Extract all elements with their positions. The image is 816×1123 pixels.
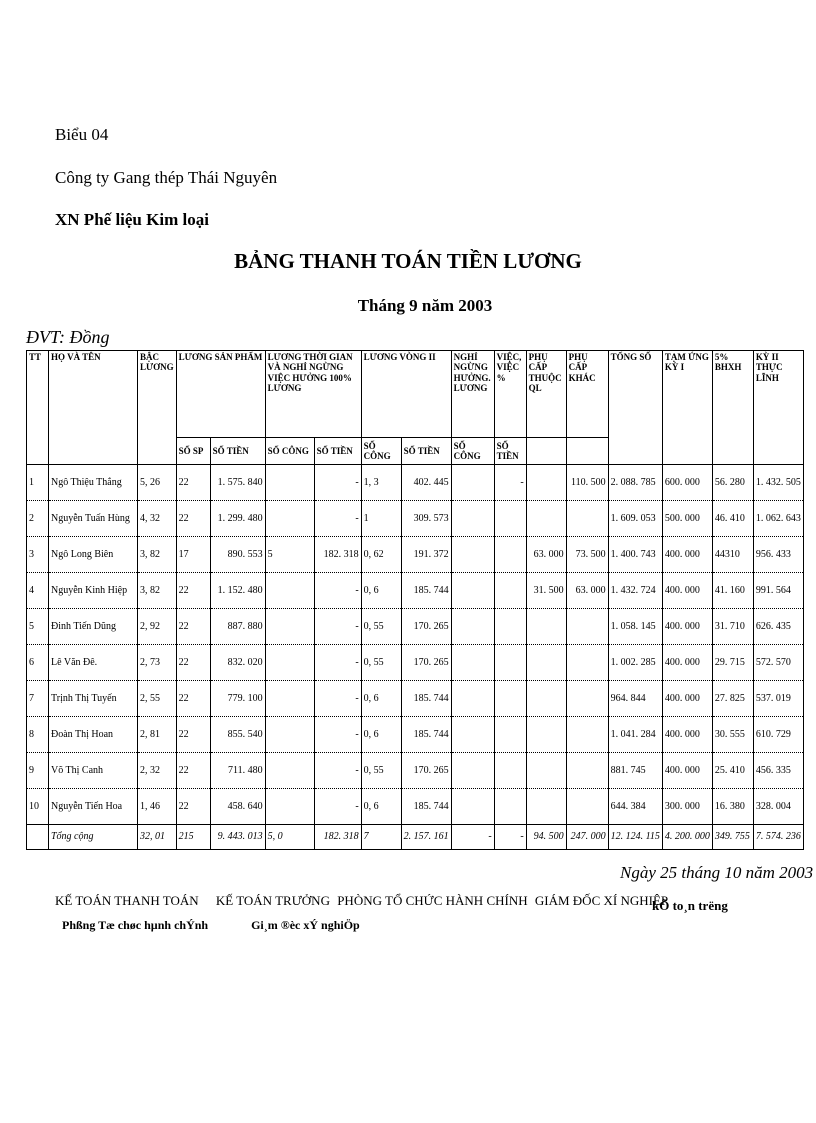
table-row	[27, 501, 804, 537]
table-cell: -	[314, 681, 361, 717]
table-cell	[494, 789, 526, 825]
table-cell	[494, 681, 526, 717]
table-cell: 73. 500	[566, 537, 608, 573]
table-cell	[526, 465, 566, 501]
subheader-stop-amount: SỐ TIỀN	[494, 438, 526, 465]
table-cell: 400. 000	[662, 717, 712, 753]
table-cell	[526, 501, 566, 537]
form-code: Biểu 04	[55, 125, 109, 144]
table-cell: 5	[265, 537, 314, 573]
table-cell: 400. 000	[662, 681, 712, 717]
table-row	[27, 789, 804, 825]
table-cell	[494, 609, 526, 645]
table-cell	[451, 753, 494, 789]
table-cell	[451, 789, 494, 825]
table-cell: 1, 3	[361, 465, 401, 501]
table-cell: 4. 200. 000	[662, 825, 712, 850]
header-row	[27, 351, 804, 438]
table-cell: 5, 0	[265, 825, 314, 850]
table-cell	[265, 789, 314, 825]
table-cell: 25. 410	[712, 753, 753, 789]
header-tt: TT	[27, 351, 49, 465]
table-cell: 22	[176, 717, 210, 753]
table-cell: -	[314, 753, 361, 789]
header-product-salary: LƯƠNG SẢN PHẨM	[176, 351, 265, 438]
table-cell: 779. 100	[210, 681, 265, 717]
header-grade: BẬC LƯƠNG	[138, 351, 177, 465]
table-cell: 0, 6	[361, 573, 401, 609]
subheader-product-amount: SỐ TIỀN	[210, 438, 265, 465]
department-name: XN Phế liệu Kim loại	[55, 210, 209, 229]
table-cell: 1. 002. 285	[608, 645, 662, 681]
header-stop-work: NGHỈ NGỪNG HƯỞNG. LƯƠNG	[451, 351, 494, 438]
table-cell: 2, 55	[138, 681, 177, 717]
table-cell: 4	[27, 573, 49, 609]
table-cell: 7	[27, 681, 49, 717]
table-cell	[526, 609, 566, 645]
table-cell: 881. 745	[608, 753, 662, 789]
table-cell: 7. 574. 236	[753, 825, 803, 850]
table-cell: 832. 020	[210, 645, 265, 681]
table-cell	[451, 681, 494, 717]
table-cell: 500. 000	[662, 501, 712, 537]
sig-right-garbled: kÕ to¸n trëng	[652, 898, 728, 913]
table-cell: 41. 160	[712, 573, 753, 609]
table-cell: 1. 299. 480	[210, 501, 265, 537]
table-cell: 22	[176, 789, 210, 825]
table-cell	[566, 789, 608, 825]
table-cell: 110. 500	[566, 465, 608, 501]
table-cell	[451, 609, 494, 645]
table-row	[27, 573, 804, 609]
table-cell	[566, 717, 608, 753]
table-cell: 572. 570	[753, 645, 803, 681]
table-cell: 22	[176, 645, 210, 681]
table-cell: 16. 380	[712, 789, 753, 825]
table-cell: 300. 000	[662, 789, 712, 825]
table-row	[27, 465, 804, 501]
table-cell: 600. 000	[662, 465, 712, 501]
table-cell: 956. 433	[753, 537, 803, 573]
table-cell: 22	[176, 681, 210, 717]
table-cell: 964. 844	[608, 681, 662, 717]
table-cell	[265, 609, 314, 645]
table-cell: 0, 6	[361, 681, 401, 717]
header-stop-pct: VIỆC, VIỆC %	[494, 351, 526, 438]
table-cell: 22	[176, 609, 210, 645]
table-cell: 170. 265	[401, 609, 451, 645]
payroll-table	[26, 350, 804, 850]
table-cell: 855. 540	[210, 717, 265, 753]
table-cell: Nguyễn Kinh Hiệp	[49, 573, 138, 609]
table-cell: 22	[176, 501, 210, 537]
subheader-round2-amount: SỐ TIỀN	[401, 438, 451, 465]
signature-titles	[55, 893, 682, 909]
table-cell: 1, 46	[138, 789, 177, 825]
table-cell: 22	[176, 573, 210, 609]
header-net: KỲ II THỰC LĨNH	[753, 351, 803, 465]
table-cell: 56. 280	[712, 465, 753, 501]
table-cell	[526, 681, 566, 717]
table-cell	[566, 753, 608, 789]
table-cell: 182. 318	[314, 825, 361, 850]
table-cell: 0, 6	[361, 717, 401, 753]
table-cell	[451, 717, 494, 753]
table-cell	[494, 501, 526, 537]
table-row	[27, 537, 804, 573]
table-cell: 400. 000	[662, 609, 712, 645]
table-cell: 1. 609. 053	[608, 501, 662, 537]
document-title: BẢNG THANH TOÁN TIỀN LƯƠNG	[234, 249, 582, 273]
table-cell: 400. 000	[662, 645, 712, 681]
table-cell	[526, 717, 566, 753]
table-cell: 0, 55	[361, 645, 401, 681]
table-cell: 31. 710	[712, 609, 753, 645]
table-cell: 7	[361, 825, 401, 850]
table-cell	[265, 573, 314, 609]
subheader-time-days: SỐ CÔNG	[265, 438, 314, 465]
table-cell: 1. 062. 643	[753, 501, 803, 537]
table-cell: 94. 500	[526, 825, 566, 850]
table-cell	[451, 573, 494, 609]
table-cell: 1. 058. 145	[608, 609, 662, 645]
table-cell: 170. 265	[401, 753, 451, 789]
table-cell: 191. 372	[401, 537, 451, 573]
table-cell	[265, 681, 314, 717]
table-cell: 9. 443. 013	[210, 825, 265, 850]
table-cell	[494, 573, 526, 609]
table-cell	[526, 753, 566, 789]
table-cell: 30. 555	[712, 717, 753, 753]
table-cell: -	[314, 645, 361, 681]
table-cell: 1. 400. 743	[608, 537, 662, 573]
table-cell: 309. 573	[401, 501, 451, 537]
sig-director: GIÁM ĐỐC XÍ NGHIỆP	[534, 893, 669, 908]
table-cell: 22	[176, 753, 210, 789]
table-cell: 3, 82	[138, 537, 177, 573]
table-cell: 890. 553	[210, 537, 265, 573]
table-cell: 0, 62	[361, 537, 401, 573]
signature-sub-labels	[62, 918, 400, 933]
table-cell: 537. 019	[753, 681, 803, 717]
table-cell: 328. 004	[753, 789, 803, 825]
table-cell: 400. 000	[662, 537, 712, 573]
table-row	[27, 609, 804, 645]
company-name: Công ty Gang thép Thái Nguyên	[55, 168, 278, 187]
sig-sub-left: Phßng Tæ chøc hµnh chÝnh	[62, 918, 209, 932]
table-cell: 1. 041. 284	[608, 717, 662, 753]
subheader-round2-days: SỐ CÔNG	[361, 438, 401, 465]
table-cell: 644. 384	[608, 789, 662, 825]
table-cell	[494, 645, 526, 681]
table-cell	[526, 645, 566, 681]
unit-label: ĐVT: Đồng	[26, 327, 110, 347]
header-bhxh: 5% BHXH	[712, 351, 753, 465]
table-cell: 8	[27, 717, 49, 753]
table-cell: -	[494, 465, 526, 501]
table-cell	[494, 537, 526, 573]
table-cell: 3, 82	[138, 573, 177, 609]
table-cell: 2. 157. 161	[401, 825, 451, 850]
table-cell: 215	[176, 825, 210, 850]
table-cell	[494, 753, 526, 789]
header-name: HỌ VÀ TÊN	[49, 351, 138, 465]
header-allow-other: PHỤ CẤP KHÁC	[566, 351, 608, 438]
table-cell: 22	[176, 465, 210, 501]
table-cell: 1. 152. 480	[210, 573, 265, 609]
table-cell: Võ Thị Canh	[49, 753, 138, 789]
table-cell: 2, 81	[138, 717, 177, 753]
table-cell	[451, 501, 494, 537]
table-cell: 4, 32	[138, 501, 177, 537]
table-cell	[566, 681, 608, 717]
table-cell: -	[314, 609, 361, 645]
table-cell: 1. 575. 840	[210, 465, 265, 501]
table-cell	[494, 717, 526, 753]
table-cell: Lê Văn Đê.	[49, 645, 138, 681]
table-cell: -	[314, 573, 361, 609]
table-cell: 2, 73	[138, 645, 177, 681]
subheader-blank-2	[566, 438, 608, 465]
table-cell: Ngô Long Biên	[49, 537, 138, 573]
table-cell: 185. 744	[401, 789, 451, 825]
table-cell: 185. 744	[401, 717, 451, 753]
table-cell: 400. 000	[662, 753, 712, 789]
table-cell	[265, 501, 314, 537]
table-cell: 1. 432. 505	[753, 465, 803, 501]
header-round2: LƯƠNG VÒNG II	[361, 351, 451, 438]
table-cell: 247. 000	[566, 825, 608, 850]
table-cell: 31. 500	[526, 573, 566, 609]
sig-hr: PHÒNG TỔ CHỨC HÀNH CHÍNH	[337, 893, 528, 908]
table-cell: -	[451, 825, 494, 850]
table-cell: 185. 744	[401, 573, 451, 609]
table-cell	[27, 825, 49, 850]
table-cell	[566, 609, 608, 645]
table-cell: -	[314, 465, 361, 501]
table-cell: Ngô Thiệu Thắng	[49, 465, 138, 501]
table-cell	[451, 465, 494, 501]
subheader-product-qty: SỐ SP	[176, 438, 210, 465]
table-cell: 0, 55	[361, 753, 401, 789]
table-cell: 46. 410	[712, 501, 753, 537]
subheader-stop-days: SỐ CÔNG	[451, 438, 494, 465]
table-cell: -	[314, 789, 361, 825]
sig-sub-mid: Gi¸m ®èc xÝ nghiÖp	[251, 918, 360, 932]
table-cell: 610. 729	[753, 717, 803, 753]
table-cell: Nguyễn Tiến Hoa	[49, 789, 138, 825]
header-advance: TẠM ỨNG KỲ I	[662, 351, 712, 465]
table-cell: 2, 92	[138, 609, 177, 645]
table-cell: Đinh Tiến Dũng	[49, 609, 138, 645]
table-cell: 63. 000	[526, 537, 566, 573]
table-cell: 0, 6	[361, 789, 401, 825]
table-cell: 17	[176, 537, 210, 573]
table-cell: 3	[27, 537, 49, 573]
table-row	[27, 645, 804, 681]
table-cell: 5, 26	[138, 465, 177, 501]
table-cell: 182. 318	[314, 537, 361, 573]
table-cell	[265, 465, 314, 501]
table-cell: 32, 01	[138, 825, 177, 850]
table-cell: 6	[27, 645, 49, 681]
table-cell	[526, 789, 566, 825]
table-cell	[265, 717, 314, 753]
table-cell: 626. 435	[753, 609, 803, 645]
table-cell: Nguyễn Tuấn Hùng	[49, 501, 138, 537]
subheader-time-amount: SỐ TIỀN	[314, 438, 361, 465]
table-cell: 29. 715	[712, 645, 753, 681]
document-subtitle: Tháng 9 năm 2003	[357, 296, 493, 315]
table-cell: -	[314, 717, 361, 753]
table-cell: 63. 000	[566, 573, 608, 609]
table-cell: Trịnh Thị Tuyến	[49, 681, 138, 717]
table-cell	[566, 501, 608, 537]
table-cell	[566, 645, 608, 681]
table-cell: 2. 088. 785	[608, 465, 662, 501]
table-cell	[451, 645, 494, 681]
table-cell	[265, 645, 314, 681]
table-cell: 185. 744	[401, 681, 451, 717]
header-allow-mgmt: PHỤ CẤP THUỘC QL	[526, 351, 566, 438]
table-row	[27, 681, 804, 717]
header-time-salary: LƯƠNG THỜI GIAN VÀ NGHỈ NGỪNG VIỆC HƯỞNG 100% LƯƠNG	[265, 351, 361, 438]
header-total: TỔNG SỐ	[608, 351, 662, 465]
signature-date: Ngày 25 tháng 10 năm 2003	[620, 863, 814, 882]
table-cell: 349. 755	[712, 825, 753, 850]
table-row	[27, 753, 804, 789]
table-row	[27, 717, 804, 753]
table-cell: Tổng cộng	[49, 825, 138, 850]
table-cell: 9	[27, 753, 49, 789]
table-cell: 458. 640	[210, 789, 265, 825]
table-cell: 0, 55	[361, 609, 401, 645]
table-cell: 991. 564	[753, 573, 803, 609]
sig-accountant: KẾ TOÁN THANH TOÁN	[55, 893, 199, 908]
table-cell: -	[314, 501, 361, 537]
table-cell: 887. 880	[210, 609, 265, 645]
subheader-blank-1	[526, 438, 566, 465]
table-cell: 400. 000	[662, 573, 712, 609]
table-cell: 2	[27, 501, 49, 537]
table-cell: 12. 124. 115	[608, 825, 662, 850]
table-cell: 44310	[712, 537, 753, 573]
table-cell	[451, 537, 494, 573]
table-cell: Đoàn Thị Hoan	[49, 717, 138, 753]
table-cell: -	[494, 825, 526, 850]
table-cell: 402. 445	[401, 465, 451, 501]
table-cell: 5	[27, 609, 49, 645]
table-cell: 711. 480	[210, 753, 265, 789]
table-cell: 10	[27, 789, 49, 825]
table-cell: 1	[27, 465, 49, 501]
table-cell	[265, 753, 314, 789]
table-cell: 456. 335	[753, 753, 803, 789]
table-cell: 1	[361, 501, 401, 537]
sig-chief: KẾ TOÁN TRƯỞNG	[215, 893, 330, 908]
total-row	[27, 825, 804, 850]
table-cell: 1. 432. 724	[608, 573, 662, 609]
table-cell: 170. 265	[401, 645, 451, 681]
table-cell: 2, 32	[138, 753, 177, 789]
table-cell: 27. 825	[712, 681, 753, 717]
